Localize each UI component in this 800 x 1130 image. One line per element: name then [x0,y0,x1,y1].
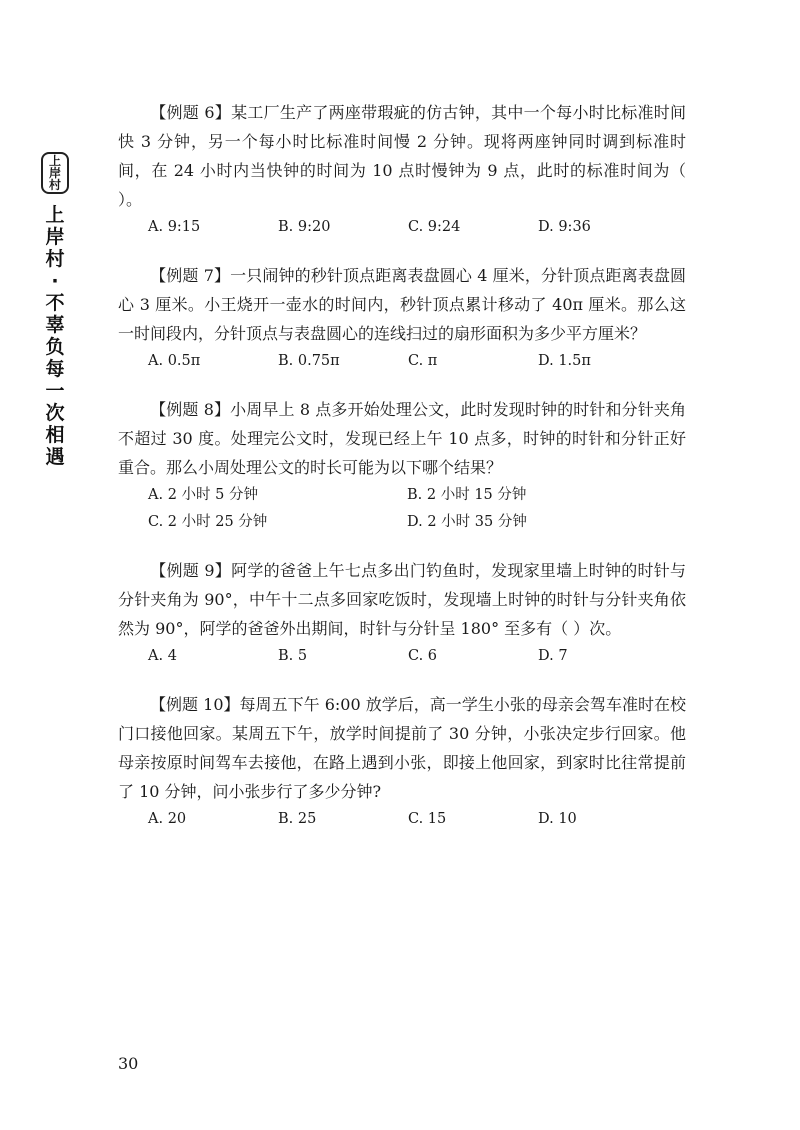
question-text: 某工厂生产了两座带瑕疵的仿古钟，其中一个每小时比标准时间快 3 分钟，另一个每小时比标准时间慢 2 分钟。现将两座钟同时调到标准时间，在 24 小时内当快钟的时间为 10 点时慢钟为 9 点，此时的标准时间为（ ）。 [118,103,686,209]
option-a: A. 2 小时 5 分钟 [148,487,258,503]
option-d: D. 1.5π [538,353,591,369]
option-b: B. 0.75π [278,353,340,369]
option-d: D. 10 [538,811,577,827]
option-d: D. 7 [538,648,568,664]
answer-options [118,482,686,536]
question-7 [118,261,686,375]
question-stem [118,690,686,806]
option-a: A. 20 [148,811,187,827]
answer-options [118,348,686,375]
option-c: C. 15 [408,811,447,827]
option-c: C. 6 [408,648,438,664]
question-stem [118,98,686,214]
question-6 [118,98,686,241]
question-stem [118,261,686,348]
question-stem [118,395,686,482]
option-c: C. 2 小时 25 分钟 [148,514,268,530]
option-c: C. π [408,353,438,369]
question-8 [118,395,686,536]
option-d: D. 9:36 [538,219,591,235]
option-a: A. 4 [148,648,177,664]
question-text: 阿学的爸爸上午七点多出门钓鱼时，发现家里墙上时钟的时针与分针夹角为 90°，中午十二点多回家吃饭时，发现墙上时钟的时针与分针夹角依然为 90°，阿学的爸爸外出期间，时针与分针呈 180° 至多有（ ）次。 [118,561,686,638]
page-number: 30 [118,1054,139,1073]
option-d: D. 2 小时 35 分钟 [407,514,527,530]
question-stem [118,556,686,643]
answer-options [118,643,686,670]
question-10 [118,690,686,833]
answer-options [118,806,686,833]
question-tag: 【例题 7】 [150,266,231,285]
question-9 [118,556,686,670]
question-tag: 【例题 6】 [150,103,232,122]
question-text: 一只闹钟的秒针顶点距离表盘圆心 4 厘米，分针顶点距离表盘圆心 3 厘米。小王烧开一壶水的时间内，秒针顶点累计移动了 40π 厘米。那么这一时间段内，分针顶点与表盘圆心的连线扫过的扇形面积为多少平方厘米？ [118,266,686,343]
option-c: C. 9:24 [408,219,461,235]
brand-motto: 上 岸 村 · 不 辜 负 每 一 次 相 遇 [45,204,65,468]
page-content [118,98,686,853]
option-a: A. 9:15 [148,219,201,235]
question-tag: 【例题 8】 [150,400,231,419]
option-a: A. 0.5π [148,353,201,369]
question-tag: 【例题 10】 [150,695,240,714]
question-text: 每周五下午 6:00 放学后，高一学生小张的母亲会驾车准时在校门口接他回家。某周五下午，放学时间提前了 30 分钟，小张决定步行回家。他母亲按原时间驾车去接他，在路上遇到小张，即接上他回家，到家时比往常提前了 10 分钟，问小张步行了多少分钟? [118,695,686,801]
option-b: B. 2 小时 15 分钟 [407,487,527,503]
question-text: 小周早上 8 点多开始处理公文，此时发现时钟的时针和分针夹角不超过 30 度。处理完公文时，发现已经上午 10 点多，时钟的时针和分针正好重合。那么小周处理公文的时长可能为以下哪个结果？ [118,400,686,477]
option-b: B. 25 [278,811,317,827]
brand-seal-logo: 上 岸 村 [41,152,69,194]
question-tag: 【例题 9】 [150,561,232,580]
option-b: B. 5 [278,648,308,664]
answer-options [118,214,686,241]
option-b: B. 9:20 [278,219,331,235]
